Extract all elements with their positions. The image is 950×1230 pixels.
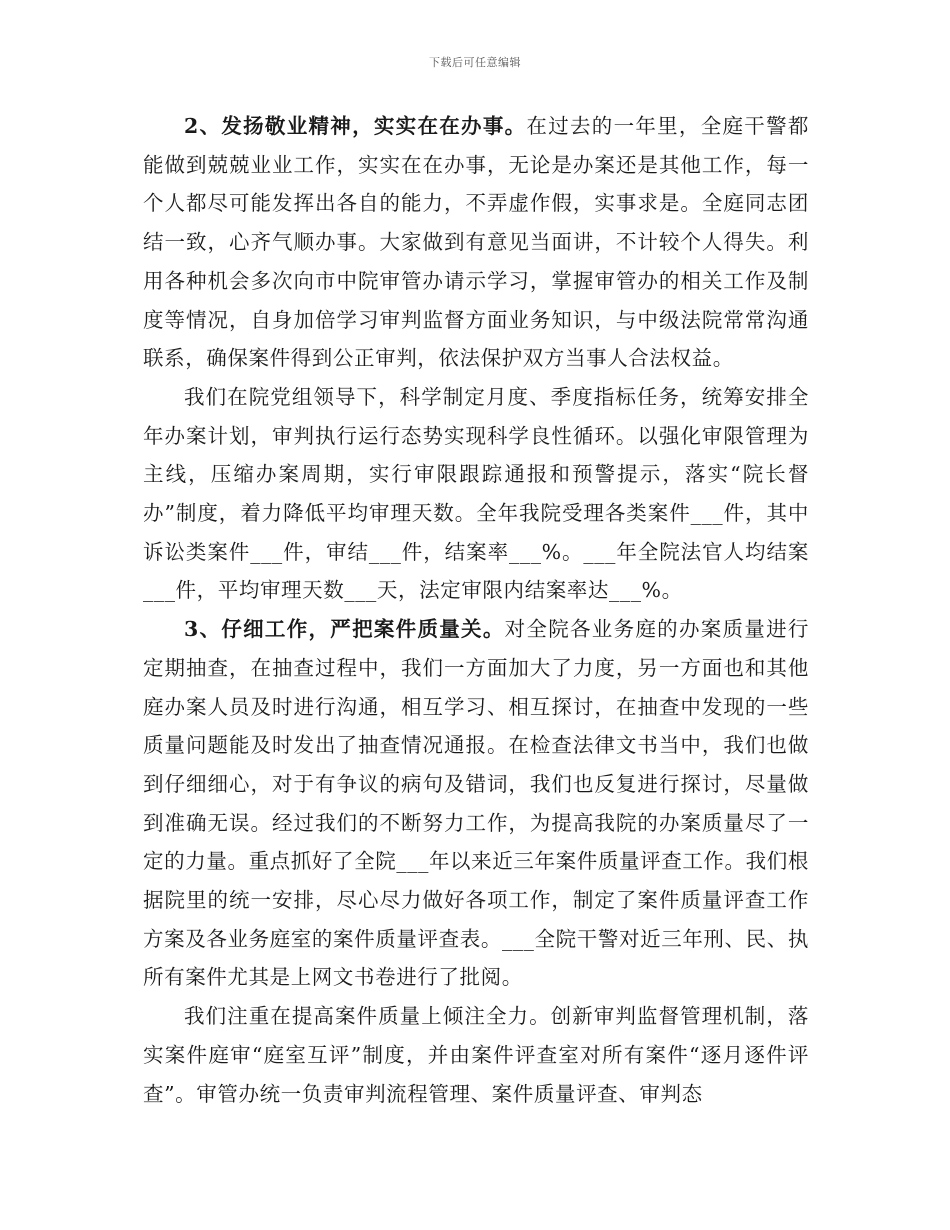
paragraph-1-text: 在过去的一年里，全庭干警都能做到兢兢业业工作，实实在在办事，无论是办案还是其他工作，每一个人都尽可能发挥出各自的能力，不弄虚作假，实事求是。全庭同志团结一致，心齐气顺办事。大家做到有意见当面讲，不计较个人得失。利用各种机会多次向市中院审管办请示学习，掌握审管办的相关工作及制度等情况，自身加倍学习审判监督方面业务知识，与中级法院常常沟通联系，确保案件得到公正审判，依法保护双方当事人合法权益。 bbox=[143, 114, 809, 371]
paragraph-4 bbox=[143, 997, 809, 1113]
paragraph-3-heading: 3、仔细工作，严把案件质量关。 bbox=[184, 617, 505, 642]
paragraph-1-heading: 2、发扬敬业精神，实实在在办事。 bbox=[184, 114, 527, 138]
document-body bbox=[143, 107, 809, 1113]
paragraph-1 bbox=[143, 107, 809, 378]
paragraph-3-text: 对全院各业务庭的办案质量进行定期抽查，在抽查过程中，我们一方面加大了力度，另一方面也和其他庭办案人员及时进行沟通，相互学习、相互探讨，在抽查中发现的一些质量问题能及时发出了抽查情况通报。在检查法律文书当中，我们也做到仔细细心，对于有争议的病句及错词，我们也反复进行探讨，尽量做到准确无误。经过我们的不断努力工作，为提高我院的办案质量尽了一定的力量。重点抓好了全院___年以来近三年案件质量评查工作。我们根据院里的统一安排，尽心尽力做好各项工作，制定了案件质量评查工作方案及各业务庭室的案件质量评查表。___全院干警对近三年刑、民、执所有案件尤其是上网文书卷进行了批阅。 bbox=[143, 617, 809, 990]
paragraph-3 bbox=[143, 610, 809, 997]
paragraph-2-text: 我们在院党组领导下，科学制定月度、季度指标任务，统筹安排全年办案计划，审判执行运行态势实现科学良性循环。以强化审限管理为主线，压缩办案周期，实行审限跟踪通报和预警提示，落实“院长督办”制度，着力降低平均审理天数。全年我院受理各类案件___件，其中诉讼类案件___件，审结___件，结案率___%。___年全院法官人均结案___件，平均审理天数___天，法定审限内结案率达___%。 bbox=[143, 384, 809, 603]
paragraph-4-text: 我们注重在提高案件质量上倾注全力。创新审判监督管理机制，落实案件庭审“庭室互评”制度，并由案件评查室对所有案件“逐月逐件评查”。审管办统一负责审判流程管理、案件质量评查、审判态 bbox=[143, 1004, 809, 1106]
paragraph-2 bbox=[143, 378, 809, 610]
page-header-note: 下载后可任意编辑 bbox=[429, 56, 521, 69]
